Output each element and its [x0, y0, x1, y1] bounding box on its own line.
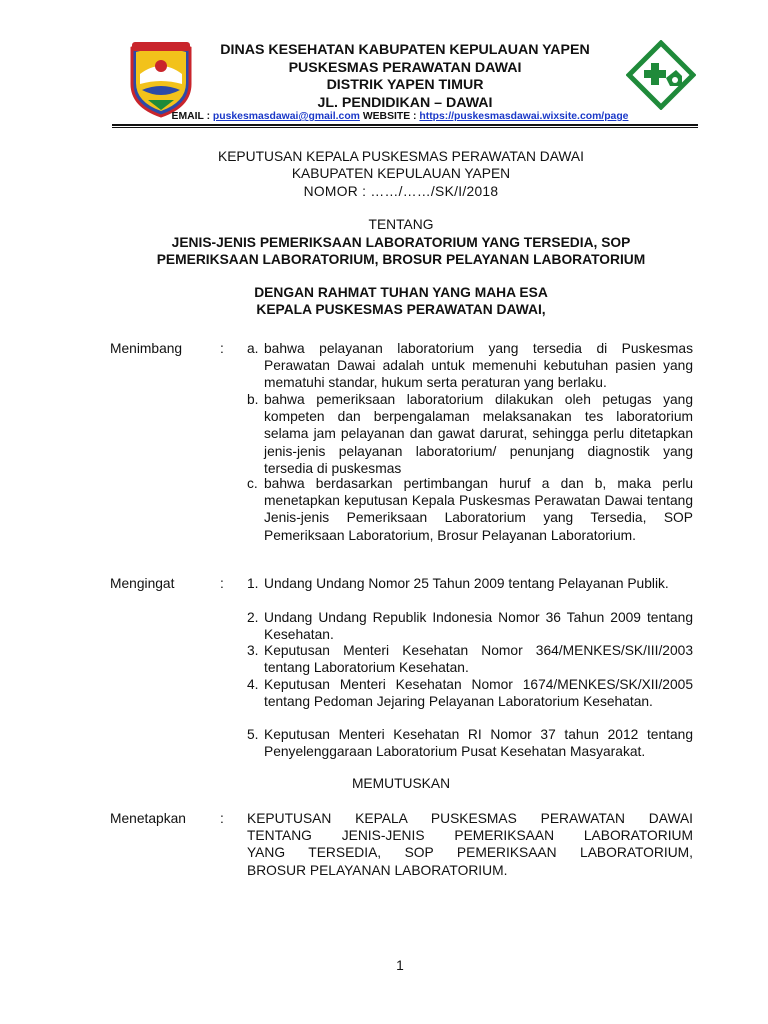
- menimbang-label: Menimbang: [110, 341, 183, 356]
- letterhead: [190, 42, 620, 112]
- page-number: 1: [396, 958, 404, 973]
- letterhead-address: JL. PENDIDIKAN – DAWAI: [317, 94, 493, 111]
- website-label: WEBSITE :: [359, 111, 420, 122]
- mengingat-item-1: [247, 575, 693, 592]
- mengingat-item-3: [247, 642, 693, 676]
- item-text: Keputusan Menteri Kesehatan RI Nomor 37 tahun 2012 tentang Penyelenggaraan Laboratorium Pusat Kesehatan Masyarakat.: [264, 727, 693, 760]
- item-marker: b.: [247, 392, 259, 407]
- decree-title-line1: KEPUTUSAN KEPALA PUSKESMAS PERAWATAN DAWAI: [218, 149, 584, 164]
- kepala-line: KEPALA PUSKESMAS PERAWATAN DAWAI,: [256, 302, 546, 317]
- menetapkan-label: Menetapkan: [110, 811, 186, 826]
- item-marker: 3.: [247, 643, 259, 658]
- email-link[interactable]: puskesmasdawai@gmail.com: [212, 111, 360, 122]
- kabupaten-seal-logo: [126, 38, 196, 118]
- tentang-heading: TENTANG: [368, 217, 434, 232]
- letterhead-agency: DINAS KESEHATAN KABUPATEN KEPULAUAN YAPEN: [220, 42, 590, 58]
- menetapkan-line: BROSUR PELAYANAN LABORATORIUM.: [247, 862, 508, 878]
- item-text: bahwa pelayanan laboratorium yang tersedia di Puskesmas Perawatan Dawai adalah untuk memenuhi kebutuhan pasien yang mematuhi standar, hukum serta peraturan yang berlaku.: [264, 341, 693, 391]
- mengingat-item-4: [247, 676, 693, 710]
- item-marker: 1.: [247, 576, 259, 591]
- puskesmas-logo: [626, 40, 696, 110]
- menetapkan-text: [247, 810, 693, 879]
- menimbang-colon: :: [220, 341, 224, 356]
- item-marker: a.: [247, 341, 259, 356]
- item-marker: 2.: [247, 610, 259, 625]
- item-text: bahwa berdasarkan pertimbangan huruf a dan b, maka perlu menetapkan keputusan Kepala Puskesmas Perawatan Dawai tentang Jenis-jenis Pemeriksaan Laboratorium yang Tersedia, SOP Pemeriksaan Laboratorium, Brosur Pelayanan Laboratorium.: [264, 476, 693, 543]
- letterhead-contact: [100, 110, 700, 123]
- decree-number: NOMOR : ……/……/SK/I/2018: [303, 184, 499, 199]
- mengingat-item-2: [247, 609, 693, 643]
- letterhead-divider-thin: [112, 127, 698, 128]
- decree-subject-line2: PEMERIKSAAN LABORATORIUM, BROSUR PELAYANAN LABORATORIUM: [156, 252, 646, 267]
- email-label: EMAIL :: [171, 111, 213, 122]
- menimbang-item-c: [247, 475, 693, 544]
- item-text: Undang Undang Nomor 25 Tahun 2009 tentang Pelayanan Publik.: [264, 576, 669, 591]
- mengingat-label: Mengingat: [110, 576, 175, 591]
- item-marker: c.: [247, 476, 258, 491]
- item-text: Undang Undang Republik Indonesia Nomor 36 Tahun 2009 tentang Kesehatan.: [264, 610, 693, 643]
- decree-subject-line1: JENIS-JENIS PEMERIKSAAN LABORATORIUM YANG TERSEDIA, SOP: [171, 235, 631, 250]
- item-text: Keputusan Menteri Kesehatan Nomor 1674/MENKES/SK/XII/2005 tentang Pedoman Jejaring Pelayanan Laboratorium Kesehatan.: [264, 677, 693, 710]
- item-marker: 5.: [247, 727, 259, 742]
- letterhead-divider-thick: [112, 124, 698, 126]
- website-link[interactable]: https://puskesmasdawai.wixsite.com/page: [419, 111, 629, 122]
- letterhead-district: DISTRIK YAPEN TIMUR: [326, 77, 484, 93]
- memutuskan-heading: MEMUTUSKAN: [351, 776, 451, 791]
- mengingat-colon: :: [220, 576, 224, 591]
- item-text: Keputusan Menteri Kesehatan Nomor 364/MENKES/SK/III/2003 tentang Laboratorium Kesehatan.: [264, 643, 693, 676]
- menetapkan-colon: :: [220, 811, 224, 826]
- menimbang-item-b: [247, 391, 693, 477]
- letterhead-puskesmas: PUSKESMAS PERAWATAN DAWAI: [288, 59, 522, 76]
- decree-title-line2: KABUPATEN KEPULAUAN YAPEN: [291, 166, 511, 181]
- menetapkan-line: KEPUTUSAN KEPALA PUSKESMAS PERAWATAN DAWAI: [247, 811, 693, 826]
- rahmat-line: DENGAN RAHMAT TUHAN YANG MAHA ESA: [254, 285, 548, 300]
- menetapkan-line: YANG TERSEDIA, SOP PEMERIKSAAN LABORATORIUM,: [247, 845, 693, 861]
- menimbang-item-a: [247, 340, 693, 392]
- item-text: bahwa pemeriksaan laboratorium dilakukan oleh petugas yang kompeten dan berpengalaman melaksanakan tes laboratorium selama jam pelayanan dan gawat darurat, sehingga perlu ditetapkan jenis-jenis pelayanan laboratorium/ penunjang diagnostik yang tersedia di puskesmas: [264, 392, 693, 476]
- item-marker: 4.: [247, 677, 259, 692]
- mengingat-item-5: [247, 726, 693, 760]
- menetapkan-line: TENTANG JENIS-JENIS PEMERIKSAAN LABORATORIUM: [247, 828, 693, 844]
